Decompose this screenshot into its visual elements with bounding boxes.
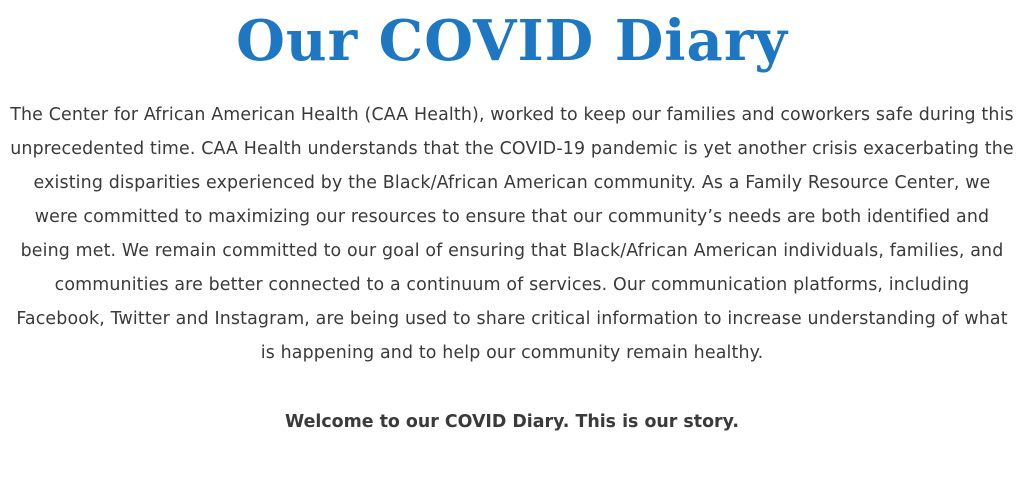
page-title: Our COVID Diary: [236, 8, 788, 74]
intro-paragraph: The Center for African American Health (CAA Health), worked to keep our families and coworkers safe during this unprecedented time. CAA Health understands that the COVID-19 pandemic is yet another crisis exacerbating the existing disparities experienced by the Black/African American community. As a Family Resource Center, we were committed to maximizing our resources to ensure that our community’s needs are both identified and being met. We remain committed to our goal of ensuring that Black/African American individuals, families, and communities are better connected to a continuum of services. Our communication platforms, including Facebook, Twitter and Instagram, are being used to share critical information to increase understanding of what is happening and to help our community remain healthy.: [10, 105, 1014, 363]
welcome-line: Welcome to our COVID Diary. This is our story.: [285, 412, 739, 432]
